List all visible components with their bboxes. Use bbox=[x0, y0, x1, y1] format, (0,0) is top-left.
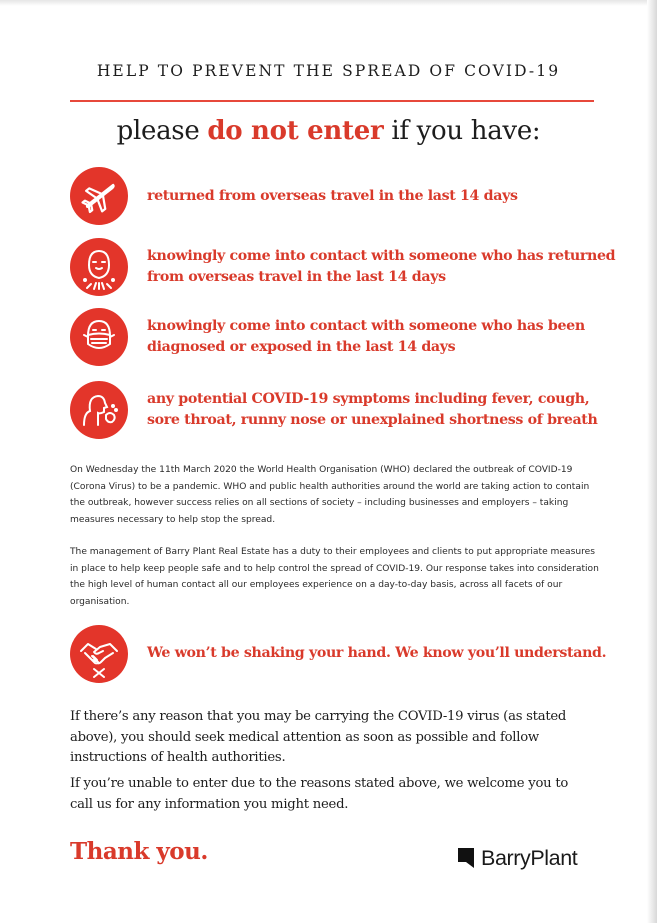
condition-text: returned from overseas travel in the last 14 days bbox=[147, 187, 518, 204]
condition-item bbox=[70, 381, 610, 439]
condition-text: knowingly come into contact with someone who has been diagnosed or exposed in the last 14 days bbox=[147, 318, 585, 355]
thank-you-text: Thank you. bbox=[70, 838, 208, 865]
management-paragraph: The management of Barry Plant Real Estate has a duty to their employees and clients to put appropriate measures in place to help keep people safe and to help control the spread of COVID-19. Our response takes into consideration the high level of human contact all our employees experience on a day-to-day basis, across all facets of our organisation. bbox=[70, 547, 599, 607]
who-paragraph: On Wednesday the 11th March 2020 the World Health Organisation (WHO) declared the outbreak of COVID-19 (Corona Virus) to be a pandemic. WHO and public health authorities around the world are taking action to contain the outbreak, however success relies on all sections of society – including businesses and employers – taking measures necessary to help stop the spread. bbox=[70, 465, 590, 525]
airplane-icon bbox=[70, 167, 128, 225]
brand-name: BarryPlant bbox=[481, 845, 578, 870]
contact-us-text: If you’re unable to enter due to the reasons stated above, we welcome you to call us for any information you might need. bbox=[70, 776, 569, 812]
barry-plant-flag-icon bbox=[458, 848, 474, 868]
headline-prefix: please bbox=[116, 116, 208, 146]
no-handshake-icon bbox=[70, 625, 128, 683]
coughing-person-icon bbox=[70, 381, 128, 439]
sneezing-person-icon bbox=[70, 238, 128, 296]
header-divider bbox=[70, 100, 594, 102]
brand-logo bbox=[458, 843, 577, 873]
headline-suffix: if you have: bbox=[383, 116, 541, 146]
condition-item bbox=[70, 238, 616, 296]
headline bbox=[0, 116, 657, 146]
notice-header: HELP TO PREVENT THE SPREAD OF COVID-19 bbox=[96, 62, 561, 80]
condition-item bbox=[70, 167, 610, 225]
medical-advice-text: If there’s any reason that you may be carrying the COVID-19 virus (as stated above), you should seek medical attention as soon as possible and follow instructions of health authorities. bbox=[70, 709, 567, 765]
condition-text: knowingly come into contact with someone who has returned from overseas travel in the last 14 days bbox=[147, 248, 616, 285]
face-mask-icon bbox=[70, 308, 128, 366]
handshake-message: We won’t be shaking your hand. We know you’ll understand. bbox=[147, 645, 607, 661]
headline-highlight: do not enter bbox=[207, 116, 384, 146]
condition-item bbox=[70, 308, 610, 366]
condition-text: any potential COVID-19 symptoms including fever, cough, sore throat, runny nose or unexplained shortness of breath bbox=[147, 391, 598, 428]
scan-top-edge bbox=[0, 0, 657, 6]
